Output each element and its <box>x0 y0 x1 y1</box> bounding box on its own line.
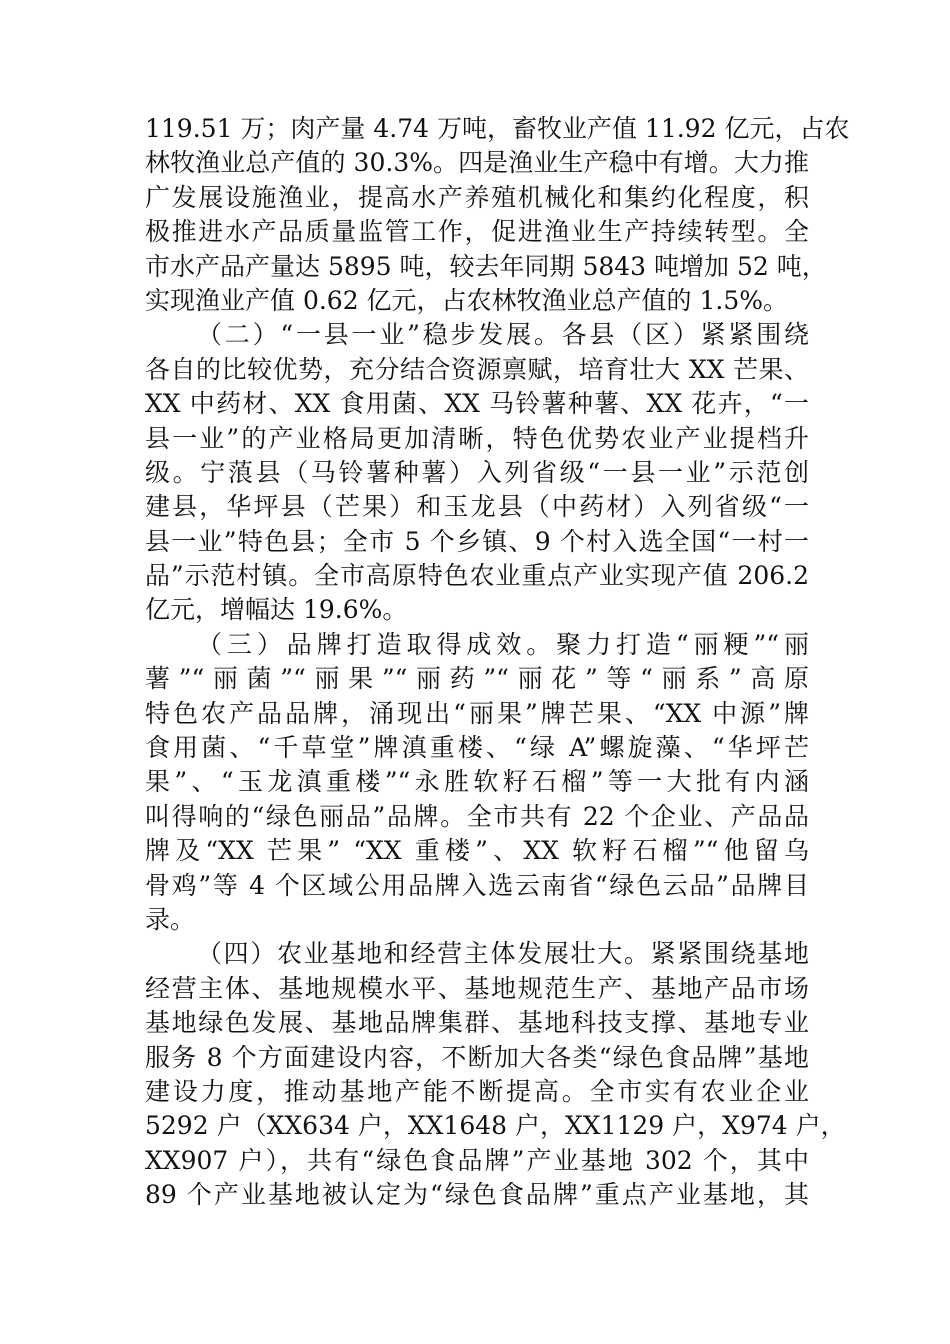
text-line: 89 个产业基地被认定为“绿色食品牌”重点产业基地，其 <box>145 1180 809 1210</box>
text-line: 特色农产品品牌，涌现出“丽果”牌芒果、“XX 中源”牌 <box>145 698 809 728</box>
text-line: 品”示范村镇。全市高原特色农业重点产业实现产值 206.2 <box>145 561 809 591</box>
text-line: 骨鸡”等 4 个区域公用品牌入选云南省“绿色云品”品牌目 <box>145 870 809 900</box>
text-line: 叫得响的“绿色丽品”品牌。全市共有 22 个企业、产品品 <box>145 801 809 831</box>
text-line: 级。宁蒗县（马铃薯种薯）入列省级“一县一业”示范创 <box>145 457 809 487</box>
text-line: 119.51 万；肉产量 4.74 万吨，畜牧业产值 11.92 亿元，占农 <box>145 114 850 143</box>
text-line: 林牧渔业总产值的 30.3%。四是渔业生产稳中有增。大力推 <box>145 148 809 178</box>
text-line: 市水产品产量达 5895 吨，较去年同期 5843 吨增加 52 吨， <box>145 251 827 281</box>
text-line: 食用菌、“千草堂”牌滇重楼、“绿 A”螺旋藻、“华坪芒 <box>145 733 809 763</box>
paragraph-first-line: （四）农业基地和经营主体发展壮大。紧紧围绕基地 <box>197 939 809 969</box>
text-line: 县一业”的产业格局更加清晰，特色优势农业产业提档升 <box>145 423 809 453</box>
text-line: 建县，华坪县（芒果）和玉龙县（中药材）入列省级“一 <box>145 492 809 522</box>
text-line: 录。 <box>145 904 196 934</box>
text-line: 极推进水产品质量监管工作，促进渔业生产持续转型。全 <box>145 217 809 247</box>
text-line: 果”、“玉龙滇重楼”“永胜软籽石榴”等一大批有内涵 <box>145 767 809 797</box>
text-line: 建设力度，推动基地产能不断提高。全市实有农业企业 <box>145 1076 809 1106</box>
text-line: 县一业”特色县；全市 5 个乡镇、9 个村入选全国“一村一 <box>145 526 809 556</box>
text-line: 薯”“丽菌”“丽果”“丽药”“丽花”等“丽系”高原 <box>145 664 809 694</box>
text-line: XX907 户），共有“绿色食品牌”产业基地 302 个，其中 <box>145 1145 809 1175</box>
text-line: 亿元，增幅达 19.6%。 <box>145 595 408 625</box>
paragraph-first-line: （三）品牌打造取得成效。聚力打造“丽粳”“丽 <box>197 629 809 659</box>
paragraph-first-line: （二）“一县一业”稳步发展。各县（区）紧紧围绕 <box>197 320 809 350</box>
text-line: 广发展设施渔业，提高水产养殖机械化和集约化程度，积 <box>145 182 809 212</box>
text-line: 经营主体、基地规模水平、基地规范生产、基地产品市场 <box>145 973 809 1003</box>
text-line: 各自的比较优势，充分结合资源禀赋，培育壮大 XX 芒果、 <box>145 354 809 384</box>
document-page <box>145 112 850 1213</box>
text-line: 5292 户（XX634 户，XX1648 户，XX1129 户，X974 户， <box>145 1111 846 1141</box>
text-line: XX 中药材、XX 食用菌、XX 马铃薯种薯、XX 花卉，“一 <box>145 389 809 419</box>
text-line: 牌及“XX 芒果” “XX 重楼”、XX 软籽石榴”“他留乌 <box>145 836 809 866</box>
text-line: 服务 8 个方面建设内容，不断加大各类“绿色食品牌”基地 <box>145 1042 809 1072</box>
text-line: 实现渔业产值 0.62 亿元，占农林牧渔业总产值的 1.5%。 <box>145 285 789 315</box>
text-line: 基地绿色发展、基地品牌集群、基地科技支撑、基地专业 <box>145 1008 809 1038</box>
